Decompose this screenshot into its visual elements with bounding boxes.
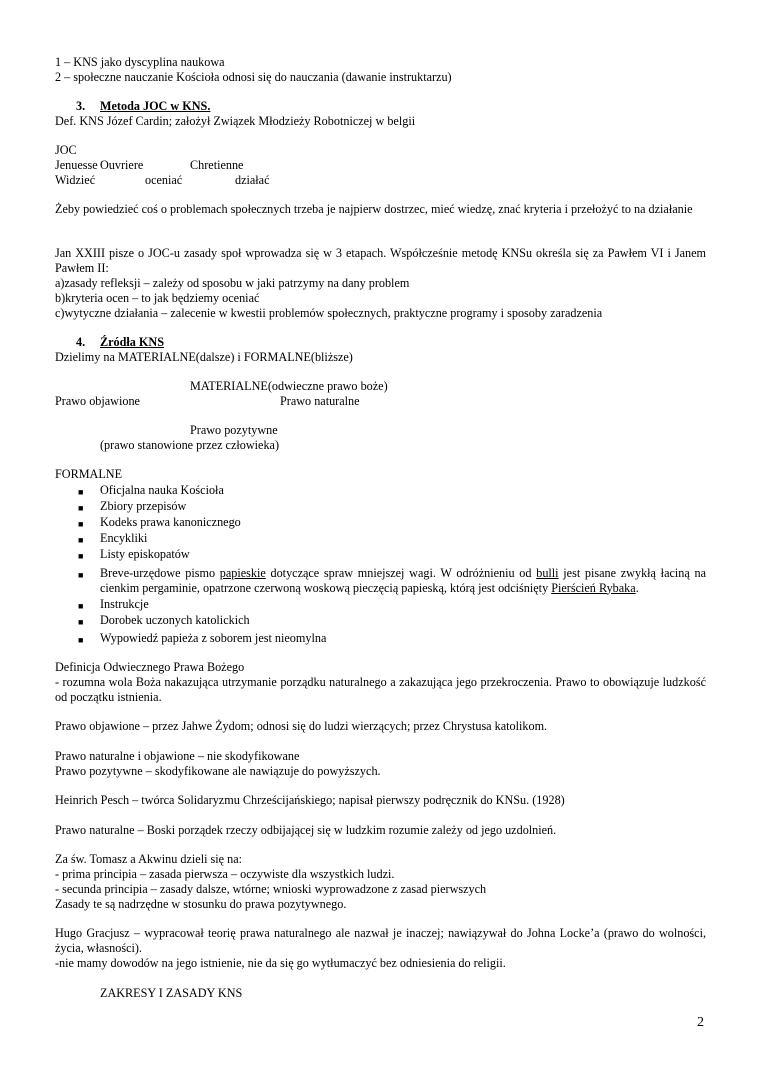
list-item: Kodeks prawa kanonicznego	[100, 515, 241, 529]
note-prawo-pozytywne: Prawo pozytywne – skodyfikowane ale nawiązuje do powyższych.	[55, 764, 381, 778]
papieskie-link[interactable]: papieskie	[219, 566, 266, 580]
bullet-icon: ■	[78, 635, 84, 645]
list-item: Instrukcje	[100, 597, 149, 611]
list-item: Listy episkopatów	[100, 547, 190, 561]
section-3-definition: Def. KNS Józef Cardin; założył Związek Młodzieży Robotniczej w belgii	[55, 114, 416, 128]
note-grocjusz: Hugo Gracjusz – wypracował teorię prawa naturalnego ale nazwał je inaczej; nawiązywał do Johna Locke’a (prawo do wolności, życia, własności).	[55, 926, 706, 955]
bullet-icon: ■	[78, 601, 84, 611]
note-prawo-naturalne: Prawo naturalne – Boski porządek rzeczy odbijającej się w ludzkim rozumie zależy od jego uzdolnień.	[55, 823, 557, 837]
intro-line-1: 1 – KNS jako dyscyplina naukowa	[55, 55, 225, 69]
definition-title: Definicja Odwiecznego Prawa Bożego	[55, 660, 245, 674]
list-item: Wypowiedź papieża z soborem jest nieomylna	[100, 631, 327, 645]
joc-word-1: Jenuesse	[55, 158, 98, 172]
prawo-naturalne-label: Prawo naturalne	[280, 394, 360, 408]
pierscien-rybaka-link[interactable]: Pierścień Rybaka	[551, 580, 636, 595]
step-c: c)wytyczne działania – zalecenie w kwestii problemów społecznych, praktyczne programy i sposoby zaradzenia	[55, 306, 603, 320]
step-b: b)kryteria ocen – to jak będziemy oceniać	[55, 291, 260, 305]
joc-word-2: Ouvriere	[100, 158, 144, 172]
intro-line-2: 2 – społeczne nauczanie Kościoła odnosi się do nauczania (dawanie instruktarzu)	[55, 70, 452, 84]
formalne-label: FORMALNE	[55, 467, 123, 481]
list-item: Encykliki	[100, 531, 148, 545]
breve-text: jest pisane zwykłą łaciną na cienkim pergaminie, opatrzone czerwoną woskową pieczęcią papieską, którą jest odciśnięty	[100, 566, 706, 595]
breve-text: Breve-urzędowe pismo	[100, 566, 220, 580]
definition-body: - rozumna wola Boża nakazująca utrzymanie porządku naturalnego a zakazująca jego przekroczenia. Prawo to obowiązuje ludzkość od początku istnienia.	[55, 675, 706, 704]
bulli-link[interactable]: bulli	[536, 566, 559, 580]
page-number: 2	[697, 1015, 704, 1030]
section-zakresy-heading: ZAKRESY I ZASADY KNS	[100, 986, 243, 1000]
method-word-1: Widzieć	[55, 173, 96, 187]
method-word-2: oceniać	[145, 173, 183, 187]
prawo-stanowione-label: (prawo stanowione przez człowieka)	[100, 438, 280, 452]
list-item: Dorobek uczonych katolickich	[100, 613, 250, 627]
section-4-heading: Źródła KNS	[100, 335, 164, 349]
note-secunda-principia: - secunda principia – zasady dalsze, wtórne; wnioski wyprowadzone z zasad pierwszych	[55, 882, 487, 896]
note-zasady-nadrzedne: Zasady te są nadrzędne w stosunku do prawa pozytywnego.	[55, 897, 347, 911]
list-item: Zbiory przepisów	[100, 499, 187, 513]
sources-division: Dzielimy na MATERIALNE(dalsze) i FORMALNE(bliższe)	[55, 350, 353, 364]
joc-label: JOC	[55, 143, 77, 157]
prawo-pozytywne-label: Prawo pozytywne	[190, 423, 278, 437]
bullet-icon: ■	[78, 535, 84, 545]
section-3-heading: Metoda JOC w KNS.	[100, 99, 211, 113]
note-prima-principia: - prima principia – zasada pierwsza – oczywiste dla wszystkich ludzi.	[55, 867, 395, 881]
note-tomasz: Za św. Tomasz a Akwinu dzieli się na:	[55, 852, 242, 866]
bullet-icon: ■	[78, 487, 84, 497]
step-a: a)zasady refleksji – zależy od sposobu w jaki patrzymy na dany problem	[55, 276, 410, 290]
note-pesch: Heinrich Pesch – twórca Solidaryzmu Chrześcijańskiego; napisał pierwszy podręcznik do KNSu. (1928)	[55, 793, 565, 807]
note-dowody: -nie mamy dowodów na jego istnienie, nie da się go wytłumaczyć bez odniesienia do religii.	[55, 956, 506, 970]
materialne-label: MATERIALNE(odwieczne prawo boże)	[190, 379, 388, 393]
bullet-icon: ■	[78, 519, 84, 529]
section-4-number: 4.	[76, 335, 86, 349]
note-naturalne-objawione: Prawo naturalne i objawione – nie skodyfikowane	[55, 749, 300, 763]
bullet-icon: ■	[78, 551, 84, 561]
section-3-number: 3.	[76, 99, 86, 113]
prawo-objawione-label: Prawo objawione	[55, 394, 140, 408]
note-prawo-objawione: Prawo objawione – przez Jahwe Żydom; odnosi się do ludzi wierzących; przez Chrystusa katolikom.	[55, 719, 548, 733]
paragraph-notice-problems: Żeby powiedzieć coś o problemach społecznych trzeba je najpierw dostrzec, mieć wiedzę, znać kryteria i przełożyć to na działanie	[55, 202, 693, 216]
method-word-3: działać	[235, 173, 270, 187]
list-item: Oficjalna nauka Kościoła	[100, 483, 224, 497]
breve-text: dotyczące spraw mniejszej wagi. W odróżnieniu od	[265, 566, 537, 580]
breve-text: .	[635, 580, 639, 595]
paragraph-jan-xxiii: Jan XXIII pisze o JOC-u zasady społ wprowadza się w 3 etapach. Współcześnie metodę KNSu określa się za Pawłem VI i Janem Pawłem II:	[55, 246, 706, 275]
bullet-icon: ■	[78, 617, 84, 627]
joc-word-3: Chretienne	[190, 158, 244, 172]
bullet-icon: ■	[78, 570, 84, 580]
list-item-breve	[100, 566, 706, 595]
bullet-icon: ■	[78, 503, 84, 513]
